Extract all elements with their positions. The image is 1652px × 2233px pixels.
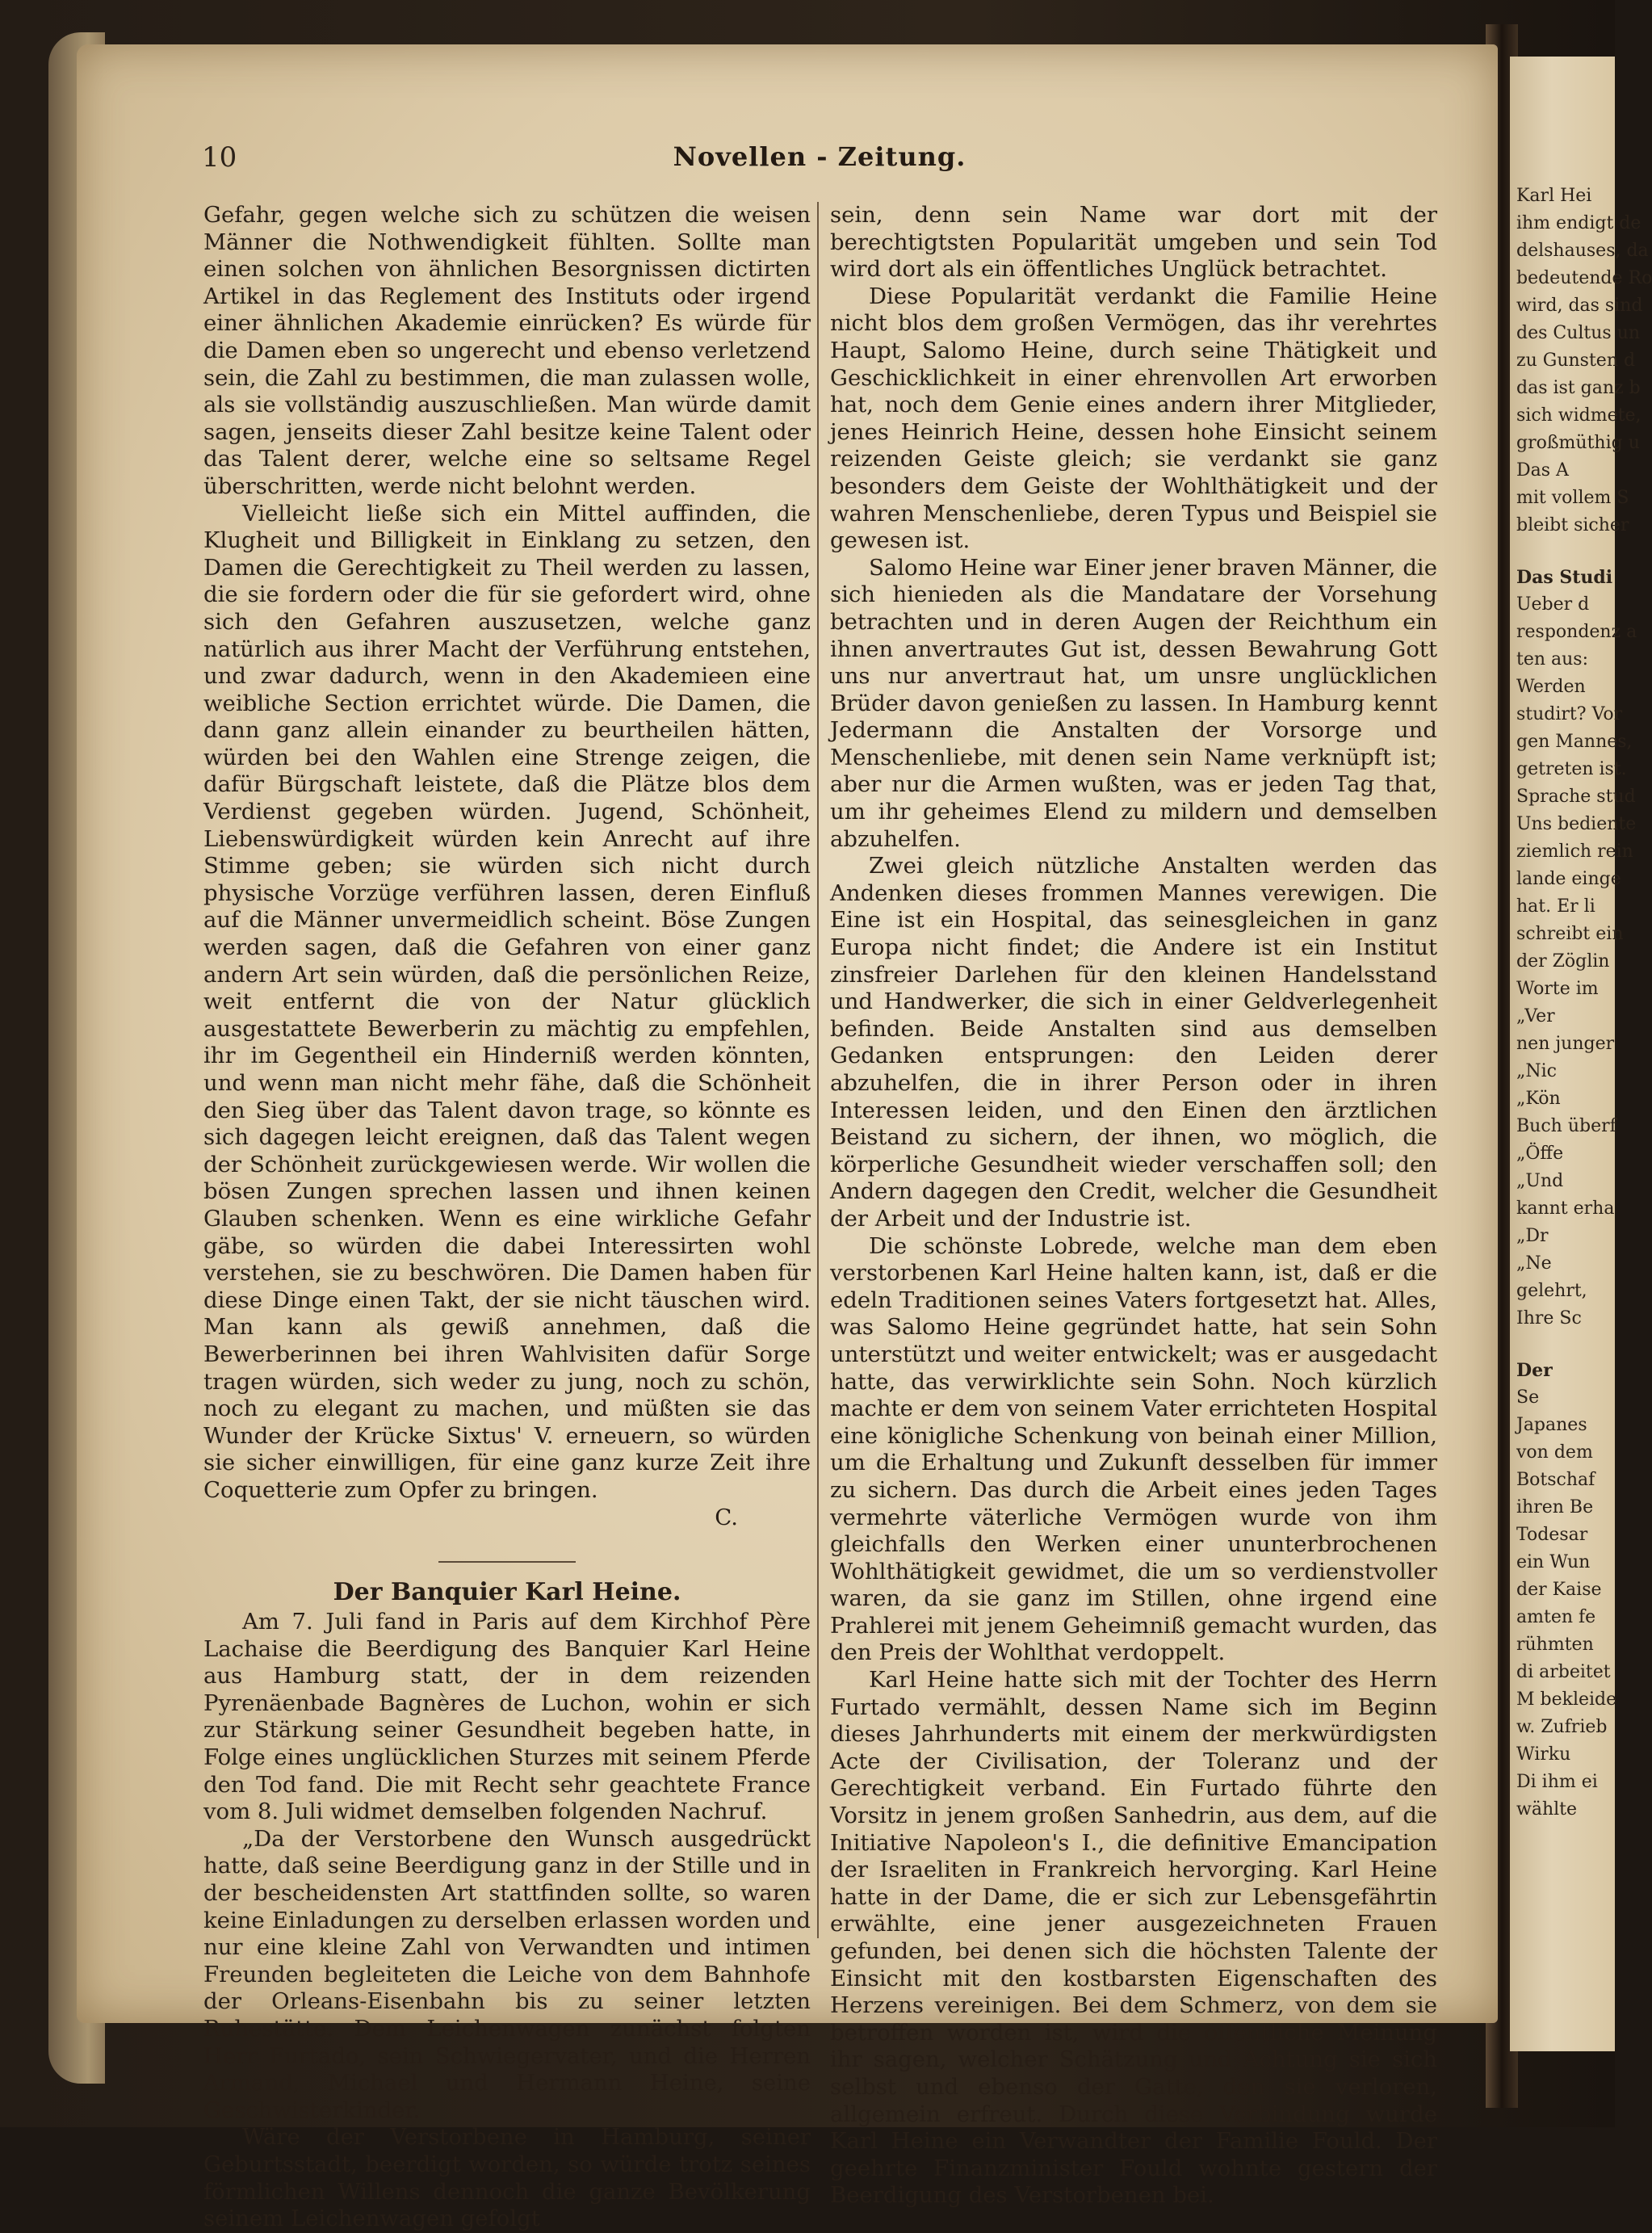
page-header: [202, 141, 1437, 182]
facing-page-text-fragment: großmüthig u: [1516, 433, 1640, 453]
facing-page-text-fragment: Sprache stud: [1516, 787, 1636, 807]
facing-page-text-fragment: Der: [1516, 1360, 1553, 1381]
facing-page-text-fragment: wird, das sind: [1516, 296, 1643, 316]
facing-page-text-fragment: wählte: [1516, 1799, 1578, 1820]
facing-page-text-fragment: Ueber d: [1516, 594, 1590, 615]
facing-page-text-fragment: Wirku: [1516, 1744, 1571, 1765]
facing-page-text-fragment: ziemlich rein: [1516, 842, 1633, 862]
facing-page-text-fragment: nen junger: [1516, 1034, 1615, 1054]
facing-page-text-fragment: Uns bediente: [1516, 814, 1637, 834]
facing-page-text-fragment: Japanes: [1516, 1415, 1587, 1435]
facing-page-text-fragment: schreibt ein: [1516, 924, 1624, 944]
facing-page-text-fragment: von dem: [1516, 1442, 1593, 1463]
facing-page-text-fragment: w. Zufrieb: [1516, 1717, 1608, 1737]
paragraph: Diese Popularität verdankt die Familie Heine nicht blos dem großen Vermögen, das ihr verehrtes Haupt, Salomo Heine, durch seine Thätigkeit und Geschicklichkeit in einer ehrenvollen Art erworben hat, noch dem Genie eines andern ihrer Mitglieder, jenes Heinrich Heine, dessen hohe Einsicht seinem reizenden Geiste gleich; sie verdankt sie ganz besonders dem Geiste der Wohlthätigkeit und der wahren Menschenliebe, deren Typus und Beispiel sie gewesen ist.: [830, 283, 1437, 554]
facing-page-text-fragment: getreten ist.: [1516, 759, 1627, 779]
section-separator: [438, 1561, 576, 1563]
facing-page-text-fragment: ein Wun: [1516, 1552, 1591, 1572]
facing-page-text-fragment: respondenz a: [1516, 622, 1637, 642]
paragraph: Zwei gleich nützliche Anstalten werden das Andenken dieses frommen Mannes verewigen. Die Eine ist ein Hospital, das seinesgleichen in ganz Europa nicht findet; die Andere ist ein Institut zinsfreier Darlehen für den kleinen Handelsstand und Handwerker, die sich in einer Geldverlegenheit befinden. Beide Anstalten sind aus demselben Gedanken entsprungen: den Leiden derer abzuhelfen, die in ihrer Person oder in ihren Interessen leiden, und den Einen den ärztlichen Beistand zu sichern, der ihnen, wo möglich, die körperliche Gesundheit wieder verschaffen soll; den Andern dagegen den Credit, welcher die Gesundheit der Arbeit und der Industrie ist.: [830, 853, 1437, 1232]
facing-page-text-fragment: der Kaise: [1516, 1580, 1602, 1600]
facing-page-text-fragment: „Ne: [1516, 1253, 1552, 1274]
facing-page-text-fragment: kannt erha: [1516, 1198, 1615, 1219]
facing-page-text-fragment: delshauses, da: [1516, 241, 1649, 261]
facing-page-text-fragment: der Zöglin: [1516, 951, 1610, 972]
facing-page-text-fragment: Todesar: [1516, 1525, 1588, 1545]
facing-page-text-fragment: „Nic: [1516, 1061, 1558, 1081]
facing-page-text-fragment: Di ihm ei: [1516, 1772, 1598, 1792]
paragraph: Die schönste Lobrede, welche man dem eben verstorbenen Karl Heine halten kann, ist, daß er die edeln Traditionen seines Vaters fortgesetzt hat. Alles, was Salomo Heine gegründet hatte, hat sein Sohn unterstützt und weiter entwickelt; was er ausgedacht hatte, das verwirklichte sein Sohn. Noch kürzlich machte er dem von seinem Vater errichteten Hospital eine königliche Schenkung von beinah einer Million, um die Erhaltung und Zukunft desselben für immer zu sichern. Das durch die Arbeit eines jeden Tages vermehrte väterliche Vermögen wurde von ihm gleichfalls den Werken einer ununterbrochenen Wohlthätigkeit gewidmet, die um so verdienstvoller waren, da sie ganz im Stillen, ohne irgend eine Prahlerei mit jenem Geheimniß gemacht wurden, das den Preis der Wohlthat verdoppelt.: [830, 1232, 1437, 1666]
facing-page-text-fragment: amten fe: [1516, 1607, 1596, 1627]
facing-page-text-fragment: Das Studi: [1516, 567, 1613, 588]
paragraph: Gefahr, gegen welche sich zu schützen die weisen Männer die Nothwendigkeit fühlten. Sollte man einen solchen von ähnlichen Besorgnissen dictirten Artikel in das Reglement des Instituts oder irgend einer ähnlichen Akademie einrücken? Es würde für die Damen eben so ungerecht und ebenso verletzend sein, die Zahl zu bestimmen, die man zulassen wolle, als sie vollständig auszuschließen. Man würde damit sagen, jenseits dieser Zahl besitze keine Talent oder das Talent derer, welche eine so seltsame Regel überschritten, werde nicht belohnt werden.: [203, 202, 811, 499]
facing-page-text-fragment: hat. Er li: [1516, 896, 1595, 917]
facing-page-text-fragment: lande einge: [1516, 869, 1621, 889]
facing-page-text-fragment: gelehrt,: [1516, 1281, 1587, 1301]
facing-page-text-fragment: ihm endigt de: [1516, 213, 1642, 233]
journal-title: Novellen - Zeitung.: [673, 141, 966, 172]
facing-page-text-fragment: Karl Hei: [1516, 186, 1592, 206]
paragraph: Salomo Heine war Einer jener braven Männer, die sich hienieden als die Mandatare der Vorsehung betrachten und in deren Augen der Reichthum ein ihnen anvertrautes Gut ist, dessen Bewahrung Gott uns nur anvertraut hat, um unsre unglücklichen Brüder davon genießen zu lassen. In Hamburg kennt Jedermann die Anstalten der Vorsorge und Menschenliebe, mit denen sein Name verknüpft ist; aber nur die Armen wußten, was er jeden Tag that, um ihr geheimes Elend zu mildern und demselben abzuhelfen.: [830, 554, 1437, 852]
paragraph: „Da der Verstorbene den Wunsch ausgedrückt hatte, daß seine Beerdigung ganz in der Stille und in der bescheidensten Art stattfinden sollte, so waren keine Einladungen zu derselben erlassen worden und nur eine kleine Zahl von Verwandten und intimen Freunden begleiteten die Leiche von dem Bahnhofe der Orleans-Eisenbahn bis zu seiner letzten Ruhestätte. Dem Leichenwagen zunächst folgten Herr Furtado, sein Schwiegervater, und die Herren Armand, Michael und Hermann Heine, seine Geschwisterkinder.: [203, 1825, 811, 2123]
facing-page-text-fragment: „Kön: [1516, 1089, 1561, 1109]
facing-page-edge: [1510, 57, 1652, 2051]
page-number: 10: [202, 141, 237, 174]
facing-page-text-fragment: bleibt sicher: [1516, 515, 1629, 535]
facing-page-text-fragment: zu Gunsten d: [1516, 350, 1636, 371]
signature-line: [203, 1505, 811, 1532]
paragraph: Wäre der Verstorbene in Hamburg, seiner Geburtsstadt, beerdigt worden, so würde trotz seines förmlichen Willens dennoch die ganze Bevölkerung seinem Leichenwagen gefolgt: [203, 2124, 811, 2232]
facing-page-text-fragment: „Öffe: [1516, 1144, 1564, 1164]
facing-page-text-fragment: sich widmete,: [1516, 405, 1642, 426]
facing-page-text-fragment: „Und: [1516, 1171, 1564, 1191]
facing-page-text-fragment: Das A: [1516, 460, 1569, 481]
facing-page-text-fragment: Botschaf: [1516, 1470, 1595, 1490]
facing-page-text-fragment: di arbeitet: [1516, 1662, 1611, 1682]
facing-page-text-fragment: Se: [1516, 1387, 1540, 1408]
facing-page-text-fragment: Ihre Sc: [1516, 1308, 1582, 1328]
facing-page-text-fragment: bedeutende Ro: [1516, 268, 1652, 288]
facing-page-text-fragment: das ist ganz b: [1516, 378, 1641, 398]
paragraph: sein, denn sein Name war dort mit der berechtigtsten Popularität umgeben und sein Tod wird dort als ein öffentliches Unglück betrachtet.: [830, 202, 1437, 283]
facing-page-text-fragment: studirt? Vor: [1516, 704, 1623, 724]
facing-page-text-fragment: ten aus:: [1516, 649, 1589, 669]
facing-page-text-fragment: Werden: [1516, 677, 1586, 697]
article-heading: Der Banquier Karl Heine.: [333, 1577, 681, 1606]
author-signature: C.: [715, 1504, 738, 1530]
facing-page-text-fragment: Buch überf: [1516, 1116, 1616, 1136]
column-divider: [817, 202, 819, 1938]
paragraph: Vielleicht ließe sich ein Mittel auffinden, die Klugheit und Billigkeit in Einklang zu setzen, den Damen die Gerechtigkeit zu Theil werden zu lassen, die sie fordern oder die für sie gefordert wird, ohne sich den Gefahren auszusetzen, welche ganz natürlich aus ihrer Macht der Verführung entstehen, und zwar dadurch, wenn in den Akademieen eine weibliche Section errichtet würde. Die Damen, die dann ganz allein einander zu beurtheilen hätten, würden bei den Wahlen eine Strenge zeigen, die dafür Bürgschaft leistete, daß die Plätze blos dem Verdienst gegeben würden. Jugend, Schönheit, Liebenswürdigkeit würden kein Anrecht auf ihre Stimme geben; sie würden sich nicht durch physische Vorzüge verführen lassen, deren Einfluß auf die Männer unvermeidlich scheint. Böse Zungen werden sagen, daß die Gefahren von einer ganz andern Art sein würden, daß die persönlichen Reize, weit entfernt die von der Natur glücklich ausgestattete Bewerberin zu mächtig zu empfehlen, ihr im Gegentheil ein Hinderniß werden könnten, und wenn man nicht mehr fähe, daß die Schönheit den Sieg über das Talent davon trage, so könnte es sich dagegen leicht ereignen, daß das Talent wegen der Schönheit zurückgewiesen werde. Wir wollen die bösen Zungen sprechen lassen und ihnen keinen Glauben schenken. Wenn es eine wirkliche Gefahr gäbe, so würden die dabei Interessirten wohl verstehen, sie zu beschwören. Die Damen haben für diese Dinge einen Takt, der sie nicht täuschen wird. Man kann als gewiß annehmen, daß die Bewerberinnen bei ihren Wahlvisiten dafür Sorge tragen würden, sich weder zu jung, noch zu schön, noch zu elegant zu machen, und müßten sie das Wunder der Krücke Sixtus' V. erneuern, so würden sie sicher einwilligen, für eine ganz kurze Zeit ihre Coquetterie zum Opfer zu bringen.: [203, 500, 811, 1503]
facing-page-text-fragment: des Cultus un: [1516, 323, 1641, 343]
paragraph: Am 7. Juli fand in Paris auf dem Kirchhof Père Lachaise die Beerdigung des Banquier Karl Heine aus Hamburg statt, der in dem reizenden Pyrenäenbade Bagnères de Luchon, wohin er sich zur Stärkung seiner Gesundheit begeben hatte, in Folge eines unglücklichen Sturzes mit seinem Pferde den Tod fand. Die mit Recht sehr geachtete France vom 8. Juli widmet demselben folgenden Nachruf.: [203, 1609, 811, 1825]
facing-page-text-fragment: Worte im: [1516, 979, 1599, 999]
facing-page-text-fragment: „Ver: [1516, 1006, 1555, 1026]
facing-page-text-fragment: mit vollem S: [1516, 488, 1629, 508]
right-column: [830, 202, 1437, 2210]
left-column: [203, 202, 811, 2233]
facing-page-text-fragment: ihren Be: [1516, 1497, 1594, 1517]
facing-page-text-fragment: M bekleide: [1516, 1689, 1617, 1710]
facing-page-text-fragment: gen Mannes,: [1516, 732, 1633, 752]
paragraph: Karl Heine hatte sich mit der Tochter des Herrn Furtado vermählt, dessen Name sich im Beginn dieses Jahrhunderts mit einem der merkwürdigsten Acte der Civilisation, der Toleranz und der Gerechtigkeit verband. Ein Furtado führte den Vorsitz in jenem großen Sanhedrin, aus dem, auf die Initiative Napoleon's I., die definitive Emancipation der Israeliten in Frankreich hervorging. Karl Heine hatte in der Dame, die er sich zur Lebensgefährtin erwählte, eine jener ausgezeichneten Frauen gefunden, bei denen sich die höchsten Talente der Einsicht mit den kostbarsten Eigenschaften des Herzens vereinigen. Bei dem Schmerz, von dem sie betroffen worden ist, wird die öffentliche Meinung ihr sagen, welcher Schätzung und Achtung sie sich selbst und ebenso der Gatte, den sie verloren, allgemein erfreut. Durch diese Verbindung wurde Karl Heine ein Verwandter der Familie Fould. Der geehrte Finanzminister Fould wohnte gestern der Beerdigung des Verstorbenen bei.: [830, 1667, 1437, 2209]
facing-page-text-fragment: „Dr: [1516, 1226, 1549, 1246]
facing-page-text-fragment: rühmten: [1516, 1635, 1594, 1655]
